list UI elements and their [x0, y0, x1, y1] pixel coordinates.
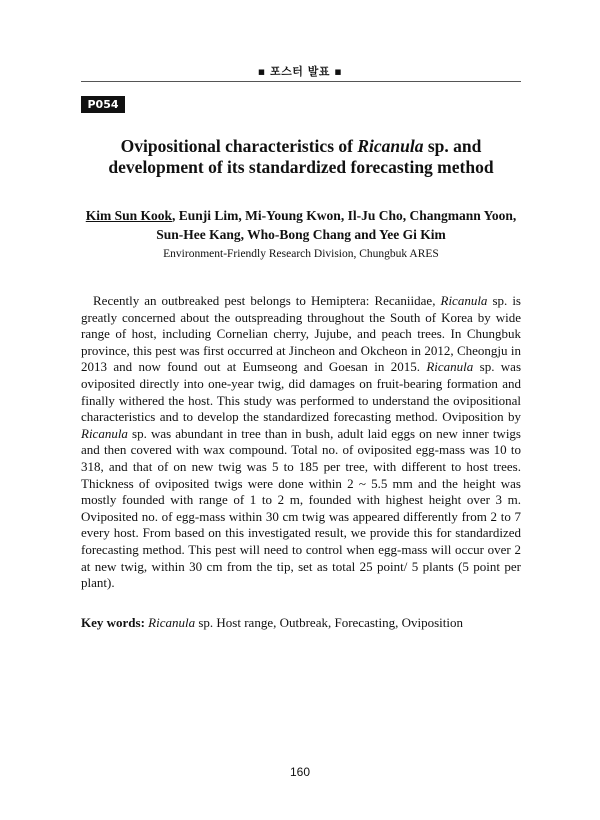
affiliation: Environment-Friendly Research Division, Chungbuk ARES [163, 248, 439, 260]
abstract-species-1: Ricanula [440, 293, 488, 308]
author-list [81, 206, 521, 244]
title-species: Ricanula [357, 136, 424, 156]
abstract-body [81, 293, 521, 592]
header-divider [81, 81, 521, 82]
keywords-label: Key words: [81, 615, 145, 630]
paper-title [81, 136, 521, 178]
abstract-text-1: Recently an outbreaked pest belongs to Hemiptera: Recaniidae, [93, 293, 441, 308]
keywords-list: sp. Host range, Outbreak, Forecasting, Oviposition [195, 615, 464, 630]
section-header: ▪ 포스터 발표 ▪ [257, 65, 343, 78]
abstract-species-3: Ricanula [81, 425, 128, 441]
abstract-species-2: Ricanula [426, 359, 474, 375]
keywords-species: Ricanula [148, 615, 196, 630]
keywords [81, 614, 521, 631]
presenting-author: Kim Sun Kook [85, 208, 173, 223]
abstract-text-3: sp. was oviposited directly into one-year twig, did damages on fruit-bearing formation and finally withered the host. This study was performed to understand the ovipositional characteristics and to develop the standardized forecasting method. Oviposition by [81, 359, 522, 425]
title-part-2: sp. and development of its standardized forecasting method [108, 136, 494, 177]
abstract-text-4: sp. was abundant in tree than in bush, adult laid eggs on new inner twigs and then covered with wax compound. Total no. of oviposited egg-mass was 10 to 318, and that of on new twig was 5 to 185 per tree, with different to host trees. Thickness of oviposited twigs were done within 2 ~ 5.5 mm and the height was mostly founded with range of 1 to 2 m, founded with highest height over 3 m. Oviposited no. of egg-mass within 30 cm twig was appeared differently from 2 to 7 every host. From based on this investigated result, we provide this for standardized forecasting method. This pest will need to control when egg-mass will occur over 2 at new twig, within 30 cm from the tip, set as total 25 point/ 5 plants (5 point per plant). [81, 425, 521, 591]
page-number: 160 [289, 765, 311, 779]
poster-id-badge: P054 [81, 96, 125, 113]
co-authors: , Eunji Lim, Mi-Young Kwon, Il-Ju Cho, Changmann Yoon, Sun-Hee Kang, Who-Bong Chang and Yee Gi Kim [156, 208, 517, 242]
title-part-1: Ovipositional characteristics of [120, 136, 358, 156]
abstract-text-2: sp. is greatly concerned about the outspreading throughout the South of Korea by wide range of host, including Cornelian cherry, Jujube, and peach trees. In Chungbuk province, this pest was first occurred at Jincheon and Okcheon in 2012, Cheongju in 2013 and now found out at Eumseong and Goesan in 2015. [81, 293, 521, 375]
